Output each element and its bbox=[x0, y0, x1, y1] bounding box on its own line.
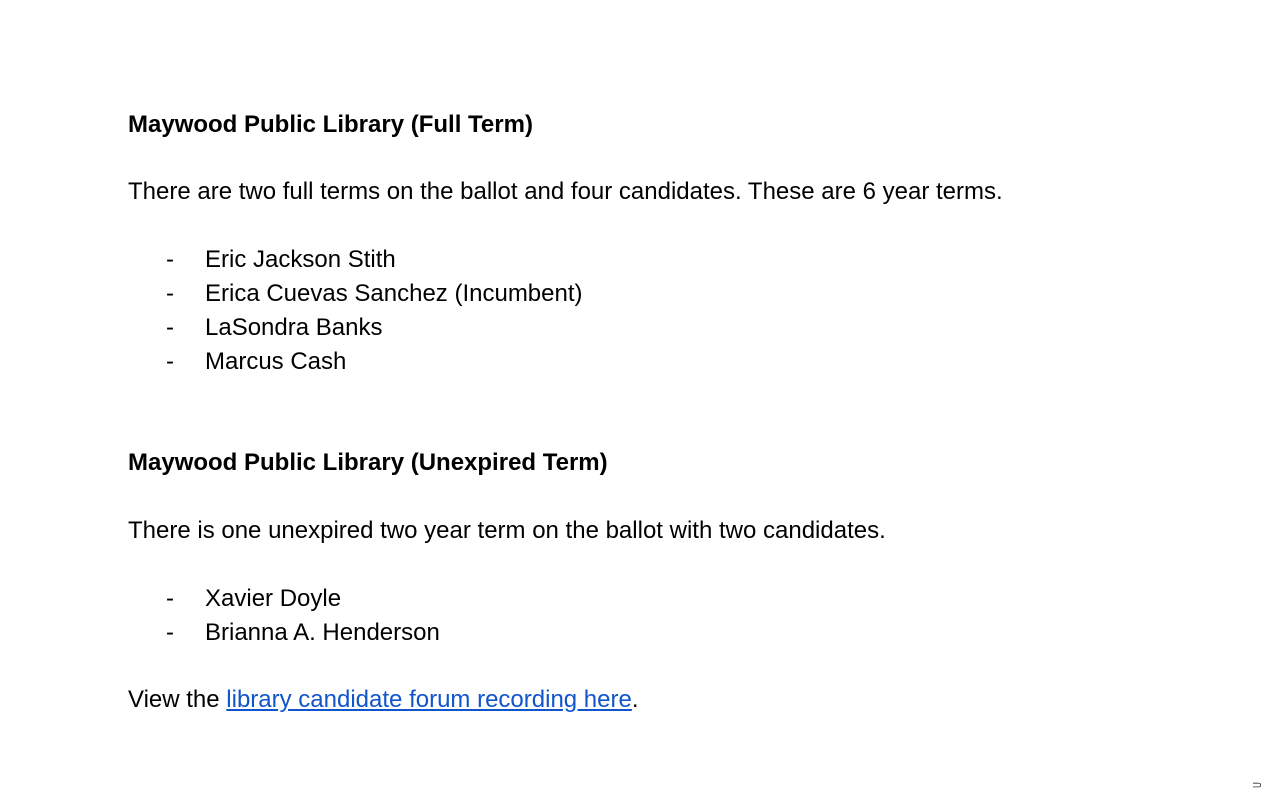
candidate-name: LaSondra Banks bbox=[205, 314, 383, 341]
bullet-dash: - bbox=[166, 619, 174, 646]
section-heading-full-term: Maywood Public Library (Full Term) bbox=[128, 111, 533, 138]
candidate-name: Eric Jackson Stith bbox=[205, 246, 396, 273]
section-description-unexpired-term: There is one unexpired two year term on the ballot with two candidates. bbox=[128, 517, 886, 544]
bullet-dash: - bbox=[166, 280, 174, 307]
scroll-corner-icon: ⸧ bbox=[1250, 777, 1264, 793]
bullet-dash: - bbox=[166, 585, 174, 612]
bullet-dash: - bbox=[166, 314, 174, 341]
candidate-name: Erica Cuevas Sanchez (Incumbent) bbox=[205, 280, 583, 307]
forum-recording-prefix: View the bbox=[128, 686, 227, 713]
forum-recording-link[interactable]: library candidate forum recording here bbox=[226, 686, 632, 713]
candidate-name: Xavier Doyle bbox=[205, 585, 342, 612]
section-heading-unexpired-term: Maywood Public Library (Unexpired Term) bbox=[128, 449, 608, 476]
candidate-name: Brianna A. Henderson bbox=[205, 619, 440, 646]
forum-recording-suffix: . bbox=[631, 686, 639, 713]
bullet-dash: - bbox=[166, 348, 174, 375]
candidate-name: Marcus Cash bbox=[205, 348, 347, 375]
bullet-dash: - bbox=[166, 246, 174, 273]
section-description-full-term: There are two full terms on the ballot and four candidates. These are 6 year terms. bbox=[128, 178, 1003, 205]
forum-recording-line bbox=[128, 685, 639, 715]
